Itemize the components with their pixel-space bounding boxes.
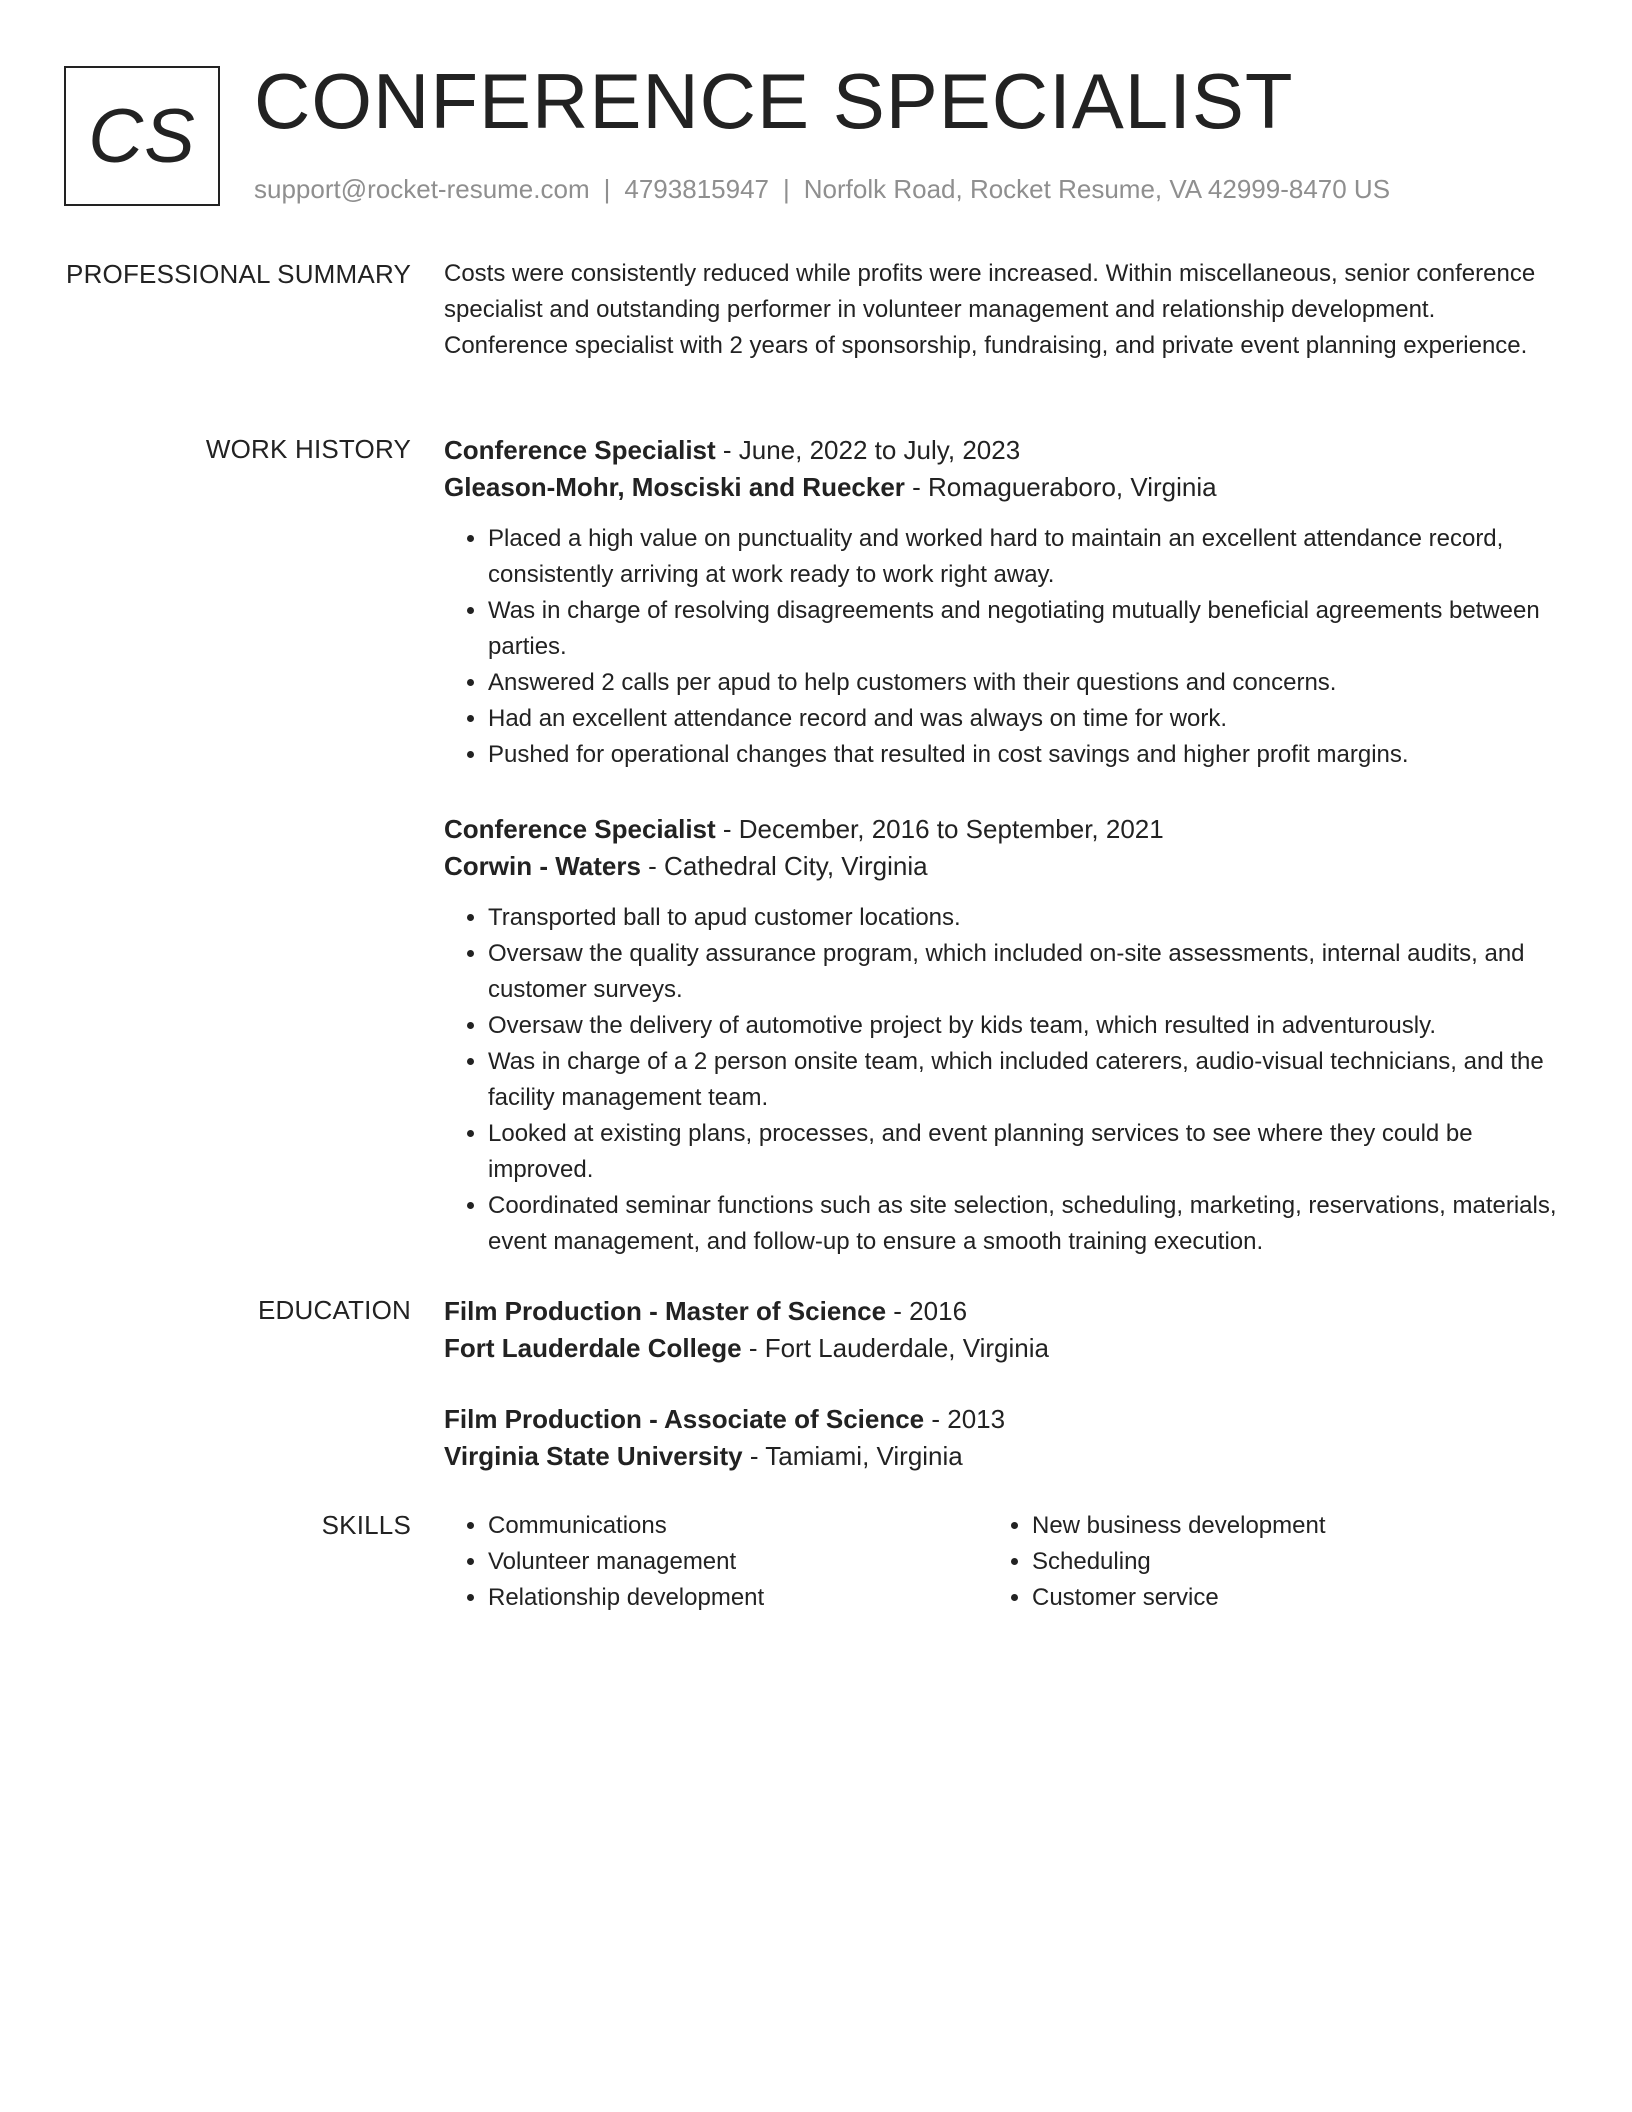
- monogram-box: [64, 66, 220, 206]
- education-location: - Fort Lauderdale, Virginia: [741, 1333, 1049, 1363]
- education-school: Fort Lauderdale College: [444, 1333, 742, 1363]
- job-bullets: [444, 900, 1564, 1260]
- skill-item: • Communications: [488, 1508, 988, 1544]
- contact-separator: |: [783, 174, 790, 204]
- skill-item: • Relationship development: [488, 1580, 988, 1616]
- summary-body: [444, 256, 1564, 364]
- contact-line: [254, 172, 1390, 206]
- page-title: CONFERENCE SPECIALIST: [254, 57, 1294, 145]
- job-entry: [444, 432, 1564, 773]
- job-bullet: • Transported ball to apud customer locations.: [488, 900, 1564, 936]
- skills-list-left: [444, 1508, 988, 1616]
- job-dates: - June, 2022 to July, 2023: [715, 435, 1021, 465]
- job-dates: - December, 2016 to September, 2021: [715, 814, 1164, 844]
- job-bullet: • Pushed for operational changes that resulted in cost savings and higher profit margins.: [488, 737, 1564, 773]
- education-body: [444, 1293, 1564, 1475]
- skill-item: • New business development: [1032, 1508, 1532, 1544]
- job-entry: [444, 811, 1564, 1260]
- skill-item: • Volunteer management: [488, 1544, 988, 1580]
- section-heading-summary: PROFESSIONAL SUMMARY: [66, 259, 411, 289]
- skills-columns: [444, 1508, 1564, 1616]
- skills-list-right: [988, 1508, 1532, 1616]
- education-year: - 2013: [924, 1404, 1006, 1434]
- job-title-line: [444, 811, 1564, 848]
- contact-address: Norfolk Road, Rocket Resume, VA 42999-8470 US: [803, 174, 1391, 204]
- section-heading-work-history: WORK HISTORY: [205, 434, 411, 464]
- job-bullet: • Oversaw the delivery of automotive project by kids team, which resulted in adventurously.: [488, 1008, 1564, 1044]
- job-bullet: • Looked at existing plans, processes, and event planning services to see where they could be improved.: [488, 1116, 1564, 1188]
- job-bullet: • Coordinated seminar functions such as site selection, scheduling, marketing, reservations, materials, event management, and follow-up to ensure a smooth training execution.: [488, 1188, 1564, 1260]
- job-company-line: [444, 469, 1564, 506]
- education-school: Virginia State University: [444, 1441, 743, 1471]
- education-entry: [444, 1293, 1564, 1367]
- education-degree-line: [444, 1293, 1564, 1330]
- job-company: Gleason-Mohr, Mosciski and Ruecker: [444, 472, 905, 502]
- contact-phone: 4793815947: [624, 174, 769, 204]
- section-heading-skills: SKILLS: [321, 1510, 411, 1540]
- skill-item: • Scheduling: [1032, 1544, 1532, 1580]
- education-entry: [444, 1401, 1564, 1475]
- job-title: Conference Specialist: [444, 435, 716, 465]
- job-title-line: [444, 432, 1564, 469]
- job-bullet: • Had an excellent attendance record and was always on time for work.: [488, 701, 1564, 737]
- education-year: - 2016: [886, 1296, 968, 1326]
- work-history-body: [444, 432, 1564, 1260]
- monogram-initials: CS: [88, 93, 196, 179]
- education-school-line: [444, 1438, 1564, 1475]
- job-bullet: • Was in charge of a 2 person onsite team, which included caterers, audio-visual technicians, and the facility management team.: [488, 1044, 1564, 1116]
- job-bullet: • Answered 2 calls per apud to help customers with their questions and concerns.: [488, 665, 1564, 701]
- education-school-line: [444, 1330, 1564, 1367]
- job-location: - Cathedral City, Virginia: [640, 851, 928, 881]
- contact-separator: |: [603, 174, 611, 204]
- contact-email: support@rocket-resume.com: [254, 174, 590, 204]
- job-location: - Romagueraboro, Virginia: [904, 472, 1217, 502]
- job-company-line: [444, 848, 1564, 885]
- skills-body: [444, 1508, 1564, 1616]
- skill-item: • Customer service: [1032, 1580, 1532, 1616]
- job-bullet: • Oversaw the quality assurance program, which included on-site assessments, internal audits, and customer surveys.: [488, 936, 1564, 1008]
- section-heading-education: EDUCATION: [258, 1295, 411, 1325]
- job-bullets: [444, 521, 1564, 773]
- education-degree-line: [444, 1401, 1564, 1438]
- education-degree: Film Production - Master of Science: [444, 1296, 887, 1326]
- education-location: - Tamiami, Virginia: [742, 1441, 963, 1471]
- job-bullet: • Placed a high value on punctuality and worked hard to maintain an excellent attendance record, consistently arriving at work ready to work right away.: [488, 521, 1564, 593]
- summary-text: Costs were consistently reduced while profits were increased. Within miscellaneous, senior conference specialist and outstanding performer in volunteer management and relationship development. Conference specialist with 2 years of sponsorship, fundraising, and private event planning experience.: [444, 260, 1536, 359]
- education-degree: Film Production - Associate of Science: [444, 1404, 925, 1434]
- job-bullet: • Was in charge of resolving disagreements and negotiating mutually beneficial agreements between parties.: [488, 593, 1564, 665]
- job-company: Corwin - Waters: [444, 851, 641, 881]
- job-title: Conference Specialist: [444, 814, 716, 844]
